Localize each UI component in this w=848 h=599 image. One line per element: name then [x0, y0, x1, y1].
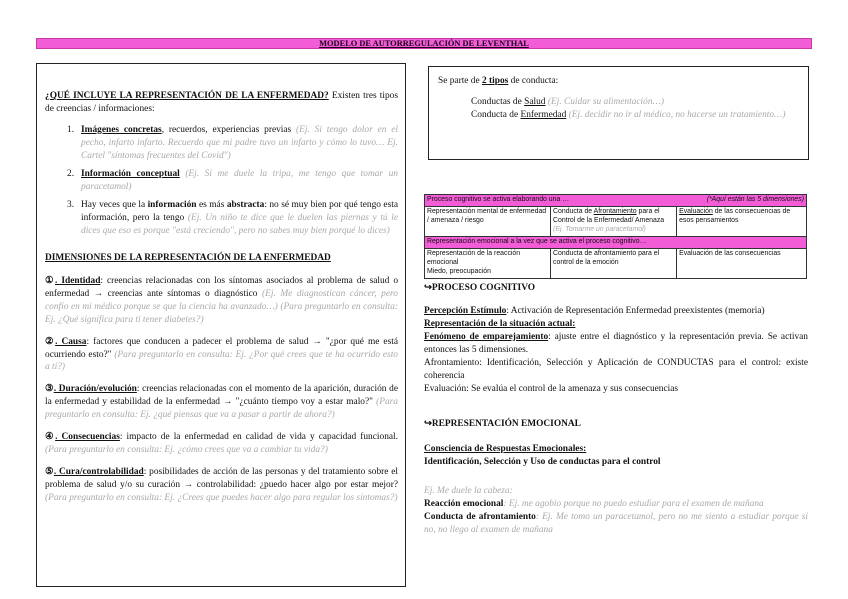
dimension-example: (Para preguntarlo en consulta: Ej. ¿Por qué crees que te ha ocurrido esto a ti?): [45, 349, 398, 373]
behavior-intro: [438, 75, 799, 88]
dimension-text: : creencias relacionadas con el momento de la aparición, duración de la enfermedad y estabilidad de la enfermedad → "¿cuánto tiempo voy a estar malo?": [45, 384, 398, 408]
current-situation: Representación de la situación actual:: [424, 318, 576, 329]
example-heading: Ej. Me duele la cabeza:: [424, 485, 513, 496]
term-label: Percepción Estímulo: [424, 305, 507, 316]
dimension-consequences: [45, 431, 398, 457]
dimension-cause: [45, 336, 398, 375]
intro-text: de conducta:: [508, 76, 559, 86]
behavior-label: Conducta de: [471, 109, 521, 120]
coping-text: Afrontamiento: Identificación, Selección y Aplicación de CONDUCTAS para el control: existe coherencia: [424, 357, 808, 381]
header-text: Proceso cognitivo se activa elaborando una …: [427, 196, 570, 203]
term-text: : ajuste entre el diagnóstico y la representación previa. Se activan entonces las 5 dimensiones.: [424, 331, 808, 355]
emotional-heading: ↪REPRESENTACIÓN EMOCIONAL: [424, 418, 581, 429]
process-table: [424, 194, 807, 279]
illness-behavior: [471, 109, 799, 122]
dimension-number: ③: [45, 384, 54, 395]
list-item: [67, 199, 398, 238]
list-item: [67, 168, 398, 194]
table-row: [425, 248, 807, 278]
dimension-example: (Ej. Me diagnostican cáncer, pero confío en mi médico porque se que la ciencia ha avanzado…) (Para preguntarlo en consulta: Ej. ¿Qué significa para ti tener diabetes?): [45, 288, 398, 325]
question-text: Existen tres tipos de creencias / informaciones:: [45, 91, 399, 114]
item-bold: abstracta: [226, 199, 265, 210]
item-bold: información: [147, 199, 197, 210]
term-text: : Activación de Representación Enfermedad preexistentes (memoria): [506, 305, 765, 316]
dimension-cure: [45, 466, 398, 505]
dimension-label: . Causa: [55, 336, 87, 347]
dimension-number: ①: [45, 275, 56, 286]
right-column: [424, 282, 808, 537]
item-example: (Ej. Un niño te dice que le duelen las piernas y tú le dices que eso es porque "está creciendo", pero no sabes muy bien porqué lo dices): [81, 212, 398, 236]
list-number: 3.: [67, 199, 75, 210]
example-label: Reacción emocional: [424, 498, 504, 509]
table-row: [425, 236, 807, 248]
item-text: , recuerdos, experiencias previas: [161, 124, 297, 135]
list-number: 2.: [67, 168, 75, 179]
dimension-label: . Cura/controlabilidad: [53, 467, 144, 478]
cell-text: Miedo, preocupación: [427, 267, 491, 275]
term-label: Fenómeno de emparejamiento: [424, 331, 549, 342]
question-heading: ¿QUÉ INCLUYE LA REPRESENTACIÓN DE LA ENFERMEDAD?: [45, 91, 329, 101]
dimension-label: . Consecuencias: [55, 432, 120, 443]
table-cell: Conducta de afrontamiento para el control de la emoción: [551, 248, 677, 278]
list-item: [67, 124, 398, 163]
table-cell: [425, 248, 551, 278]
table-row: [425, 195, 807, 207]
dimension-text: : posibilidades de acción de las personas y del tratamiento sobre el problema de salud y/o su curación → controlabilidad: ¿puedo hacer algo por estar mejor?: [45, 467, 398, 491]
cell-text: para el Control de la Enfermedad/ Amenaza: [553, 207, 665, 224]
dimensions-heading: DIMENSIONES DE LA REPRESENTACIÓN DE LA ENFERMEDAD: [45, 252, 331, 263]
title-bar: [36, 38, 812, 49]
dimension-text: : factores que conducen a padecer el problema de salud → "¿por qué me está ocurriendo esto?": [45, 336, 399, 360]
list-number: 1.: [67, 124, 75, 135]
item-label: Información conceptual: [81, 168, 180, 179]
header-note: (*Aquí están las 5 dimensiones): [706, 196, 804, 203]
table-row: [425, 206, 807, 236]
table-cell: Evaluación de las consecuencias: [677, 248, 807, 278]
emotional-awareness: Consciencia de Respuestas Emocionales:: [424, 443, 587, 454]
emotional-identification: Identificación, Selección y Uso de conductas para el control: [424, 456, 661, 467]
cell-emphasis: Evaluación: [679, 207, 713, 215]
behavior-list: [438, 96, 799, 122]
stimulus-perception: [424, 305, 808, 318]
cell-example: (Ej. Tomarme un paracetamol): [553, 225, 646, 233]
dimension-identity: [45, 275, 398, 327]
belief-list: [67, 124, 398, 238]
table-cell: [551, 206, 677, 236]
dimension-text: : creencias relacionadas con los síntomas asociados al problema de salud o enfermedad → creencias ante síntomas o diagnóstico: [45, 275, 399, 299]
behavior-example: (Ej. Cuidar su alimentación…): [545, 96, 664, 107]
table-header-cognitive: [425, 195, 807, 207]
left-panel: [36, 63, 406, 587]
cell-emphasis: Afrontamiento: [593, 207, 637, 215]
matching-phenomenon: [424, 331, 808, 357]
dimension-example: (Para preguntarlo en consulta: Ej. ¿qué piensas que va a pasar a partir de ahora?): [45, 397, 398, 421]
cognitive-process-heading: ↪PROCESO COGNITIVO: [424, 283, 536, 293]
intro-emphasis: 2 tipos: [482, 76, 509, 86]
behavior-example: (Ej. decidir no ir al médico, no hacerse un tratamiento…): [566, 109, 786, 120]
dimension-number: ⑤: [45, 467, 54, 478]
item-text: es más: [196, 199, 227, 210]
example-label: Conducta de afrontamiento: [424, 511, 536, 522]
dimension-duration: [45, 383, 398, 422]
item-text: : no sé muy bien por qué tengo esta información, pero la tengo: [81, 199, 398, 223]
dimension-number: ④: [45, 432, 56, 443]
item-text: Hay veces que la: [81, 199, 148, 210]
example-coping: [424, 511, 808, 537]
dimension-number: ②: [45, 336, 56, 347]
cell-text: Conducta de: [553, 207, 594, 215]
cell-text: Representación de la reacción emocional: [427, 249, 521, 266]
dimension-label: . Identidad: [55, 275, 101, 286]
health-behavior: [471, 96, 799, 109]
question-paragraph: [45, 90, 398, 116]
item-label: Imágenes concretas: [81, 124, 162, 135]
dimension-label: . Duración/evolución: [53, 384, 137, 395]
cell-text: de las consecuencias de esos pensamientos: [679, 207, 791, 224]
item-example: (Ej. Si tengo dolor en el pecho, infarto infarto. Recuerdo que mi padre tuvo un infarto y cómo lo tuvo… Ej. Cartel "síntomas frecuentes del Covid"): [81, 124, 398, 161]
behavior-type: Enfermedad: [520, 109, 567, 120]
example-text: : Ej. me agobio porque no puedo estudiar para el examen de mañana: [503, 498, 764, 509]
behavior-types-box: [428, 66, 809, 160]
behavior-label: Conductas de: [471, 96, 525, 107]
table-cell: [677, 206, 807, 236]
example-emotional-reaction: [424, 498, 808, 511]
example-text: : Ej. Me tomo un paracetamol, pero no me siento a estudiar porque si no, no llego al examen de mañana: [424, 511, 808, 535]
intro-text: Se parte de: [438, 76, 482, 86]
evaluation-text: Evaluación: Se evalúa el control de la amenaza y sus consecuencias: [424, 383, 679, 394]
dimension-example: (Para preguntarlo en consulta: Ej. ¿Crees que puedes hacer algo para regular los síntomas?): [45, 493, 398, 504]
dimension-example: (Para preguntarlo en consulta: Ej. ¿cómo crees que va a cambiar tu vida?): [45, 445, 328, 456]
item-example: (Ej. Si me duele la tripa, me tengo que tomar un paracetamol): [81, 168, 398, 192]
behavior-type: Salud: [524, 96, 546, 107]
dimension-text: : impacto de la enfermedad en calidad de vida y capacidad funcional.: [119, 432, 398, 443]
table-cell: Representación mental de enfermedad / amenaza / riesgo: [425, 206, 551, 236]
table-header-emotional: Representación emocional a la vez que se activa el proceso cognitivo…: [425, 236, 807, 248]
page-title: MODELO DE AUTORREGULACIÓN DE LEVENTHAL: [319, 39, 529, 48]
